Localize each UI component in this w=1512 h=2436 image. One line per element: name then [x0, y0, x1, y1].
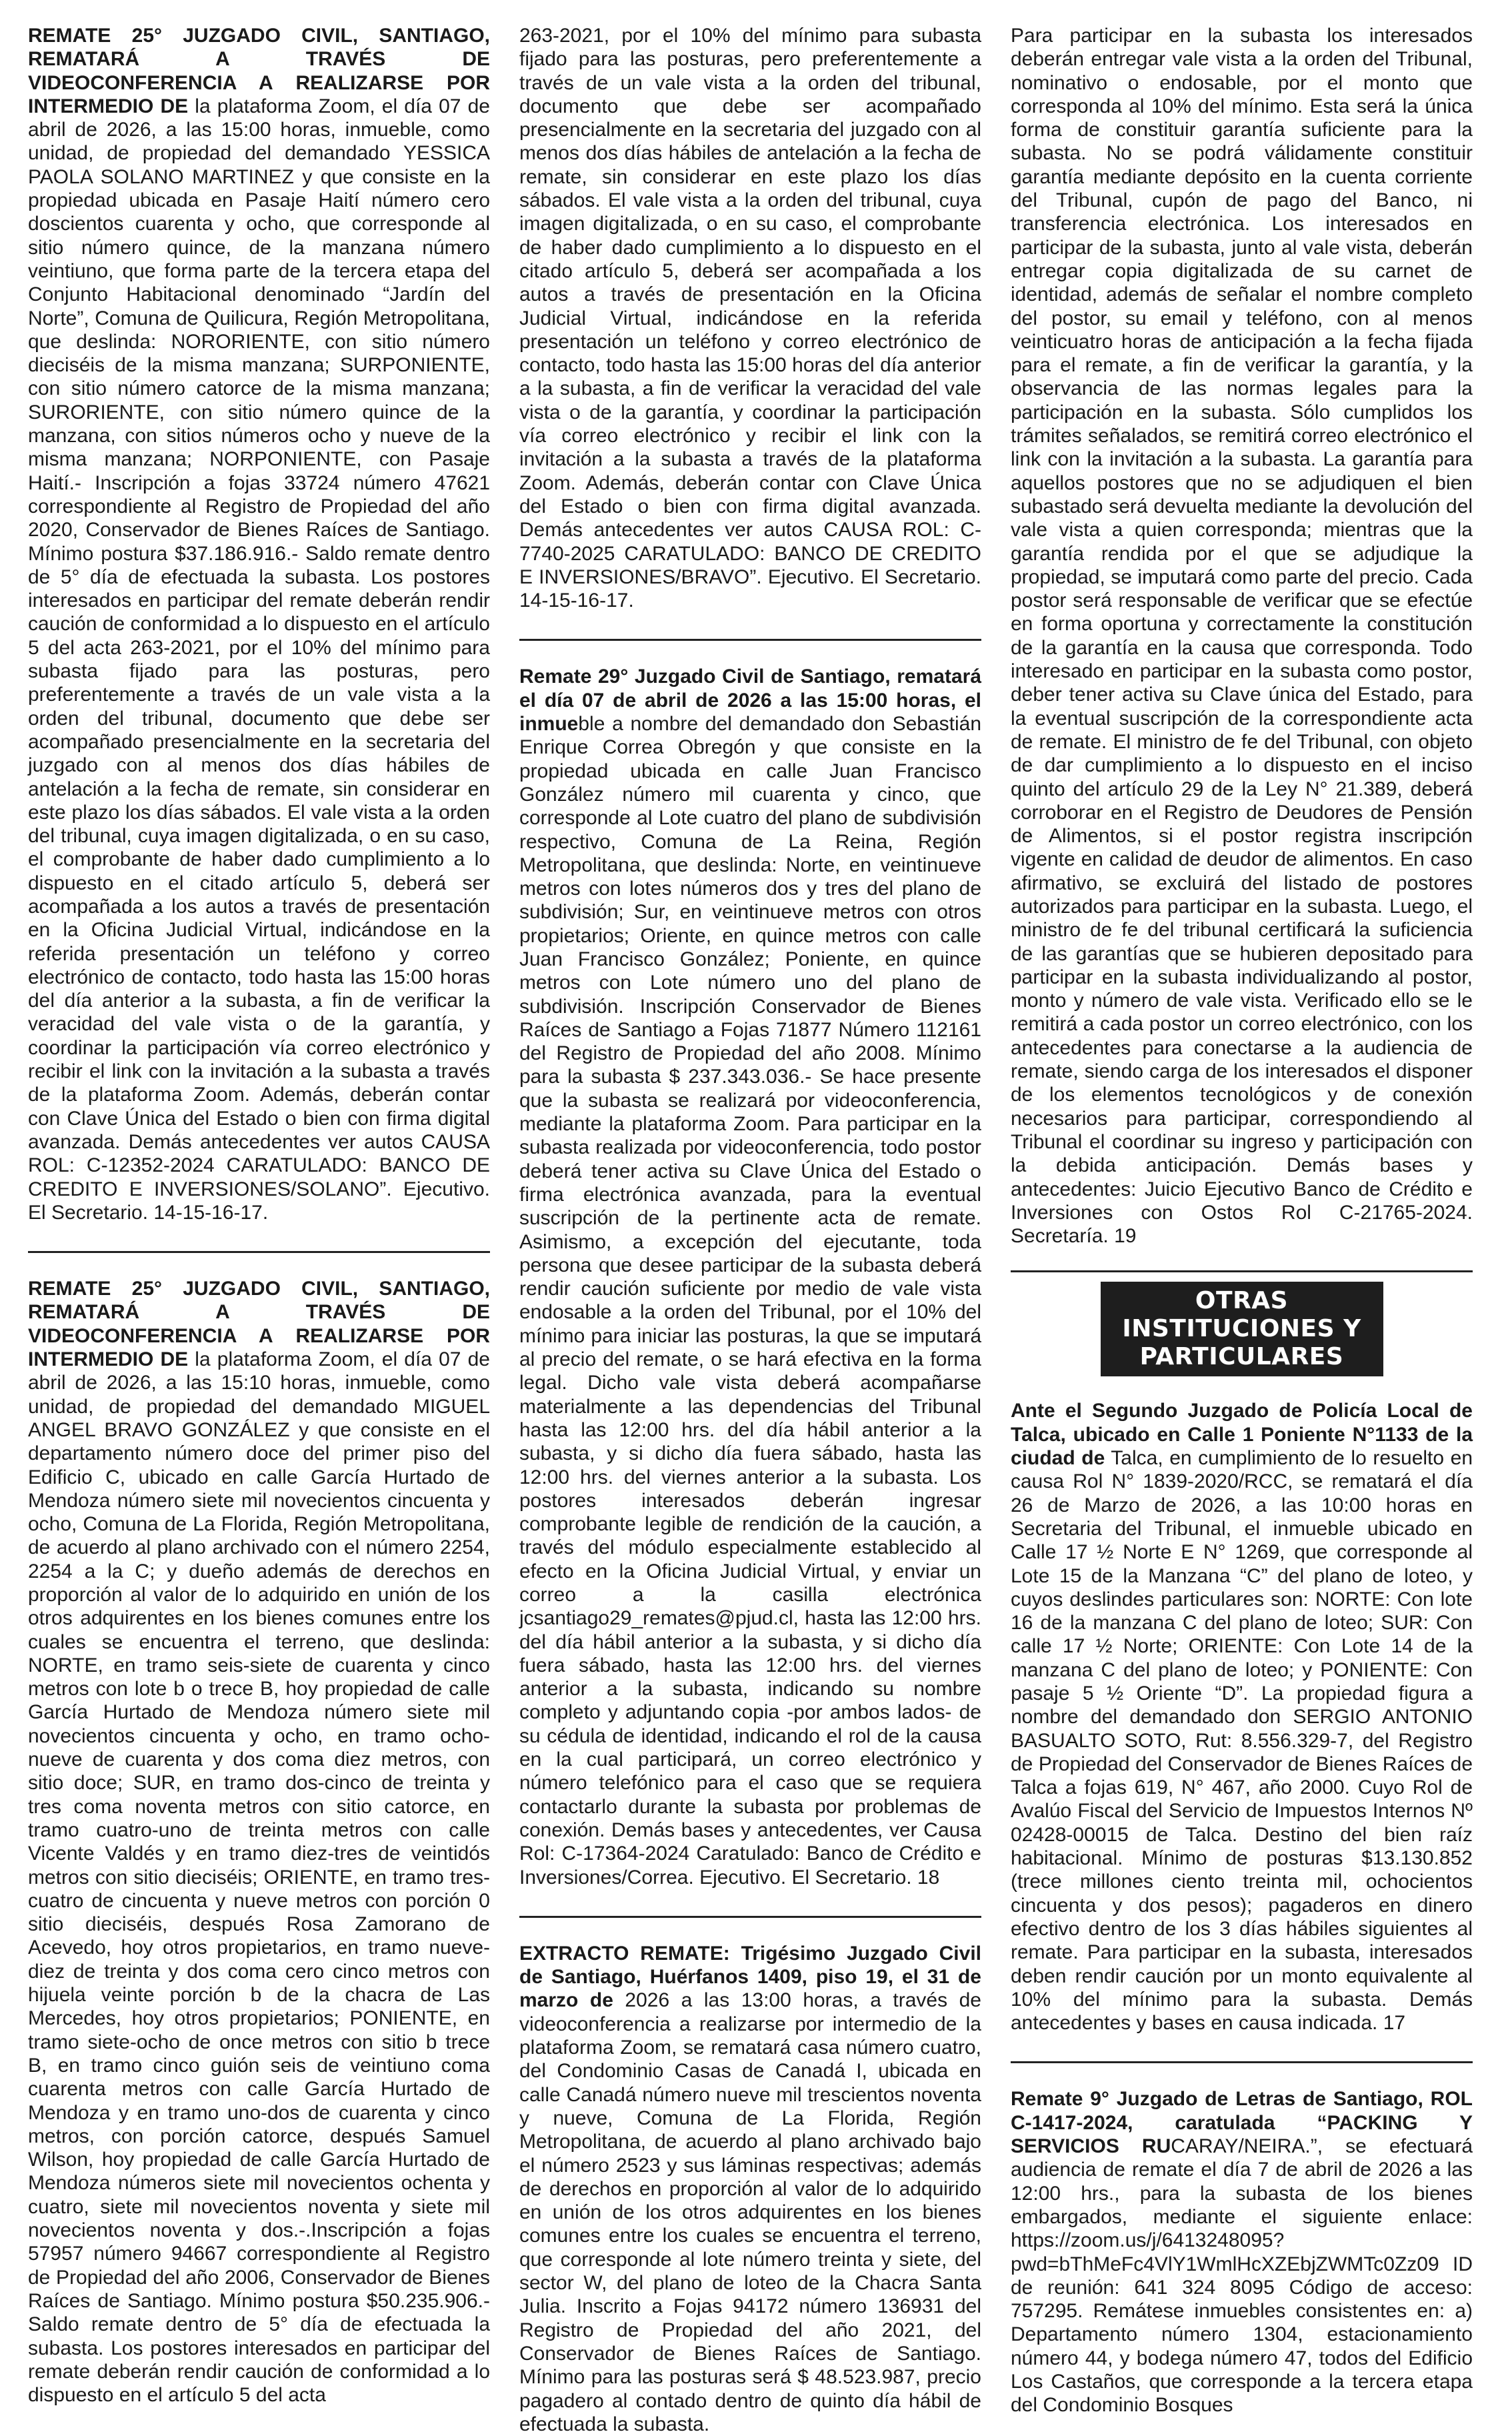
notice-body: Para participar en la subasta los interesados deberán entregar vale vista a la orden del Tribunal, nominativo o endosable, por el monto que corresponda al 10% del mínimo. Esta será la única forma de constituir garantía suficiente para la subasta. No se podrá válidamente constituir garantía mediante depósito en la cuenta corriente del Tribunal, cupón de pago del Banco, ni transferencia electrónica. Los interesados en participar de la subasta, junto al vale vista, deberán entregar copia digitalizada de su carnet de identidad, además de señalar el nombre completo del postor, su email y teléfono, con al menos veinticuatro horas de anticipación a la fecha fijada para el remate, a fin de verificar la garantía, y la observancia de las normas legales para la participación en la subasta. Sólo cumplidos los trámites señalados, se remitirá correo electrónico el link con la invitación a la subasta. La garantía para aquellos postores que no se adjudiquen el bien subastado será devuelta mediante la devolución del vale vista a quien corresponda; mientras que la garantía rendida por el que se adjudique la propiedad, se imputará como parte del precio. Cada postor será responsable de verificar que se efectúe en forma oportuna y correctamente la constitución de la garantía en la causa que corresponda. Todo interesado en participar en la subasta como postor, deber tener activa su Clave única del Estado, para la eventual suscripción de la correspondiente acta de remate. El ministro de fe del Tribunal, con objeto de dar cumplimiento a lo dispuesto en el inciso quinto del artículo 29 de la Ley N° 21.389, deberá corroborar en el Registro de Deudores de Pensión de Alimentos, si el postor registra inscripción vigente en calidad de deudor de alimentos. En caso afirmativo, se excluirá del listado de postores autorizados para participar en la subasta. Luego, el ministro de fe del tribunal certificará la suficiencia de las garantías que se hubieren depositado para participar en la subasta individualizando al postor, monto y número de vale vista. Verificado ello se le remitirá a cada postor un correo electrónico, con los antecedentes para conectarse a la audiencia de remate, siendo carga de los interesados el disponer de los elementos tecnológicos y de conexión necesarios para participar, correspondiendo al Tribunal el coordinar su ingreso y participación con la debida anticipación. Demás bases y antecedentes: Juicio Ejecutivo Banco de Crédito e Inversiones con Ostos Rol C-21765-2024. Secretaría. 19 — [1011, 25, 1473, 1248]
notice-remate-25-bravo — [28, 1251, 490, 2407]
notice-policia-local-talca — [1011, 1399, 1473, 2035]
notice-body: ble a nombre del demandado don Sebastián Enrique Correa Obregón y que consiste en la propiedad ubicada en calle Juan Francisco González número mil cuarenta y cinco, que corresponde al Lote cuatro del plano de subdivisión respectivo, Comuna de La Reina, Región Metropolitana, que deslinda: Norte, en veintinueve metros con lotes números dos y tres del plano de subdivisión; Sur, en veintinueve metros con otros propietarios; Oriente, en quince metros con calle Juan Francisco González; Poniente, en quince metros con Lote número uno del plano de subdivisión. Inscripción Conservador de Bienes Raíces de Santiago a Fojas 71877 Número 112161 del Registro de Propiedad del año 2008. Mínimo para la subasta $ 237.343.036.- Se hace presente que la subasta se realizará por videoconferencia, mediante la plataforma Zoom. Para participar en la subasta realizada por videoconferencia, todo postor deberá tener activa su Clave Única del Estado o firma electrónica avanzada, para la eventual suscripción de la pertinente acta de remate. Asimismo, a excepción del ejecutante, toda persona que desee participar de la subasta deberá rendir caución suficiente por medio de vale vista endosable a la orden del Tribunal, por el 10% del mínimo para iniciar las posturas, la que se imputará al precio del remate, o se hará efectiva en la forma legal. Dicho vale vista deberá acompañarse materialmente a las dependencias del Tribunal hasta las 12:00 hrs. del día hábil anterior a la subasta, y si dicho día fuera sábado, hasta las 12:00 hrs. del viernes anterior a la subasta. Los postores interesados deberán ingresar comprobante legible de rendición de la caución, a través del módulo especialmente establecido al efecto en la Oficina Judicial Virtual, y enviar un correo a la casilla electrónica jcsantiago29_remates@pjud.cl, hasta las 12:00 hrs. del día hábil anterior a la subasta, y si dicho día fuera sábado, hasta las 12:00 hrs. del viernes anterior a la subasta, indicando su nombre completo y adjuntando copia -por ambos lados- de su cédula de identidad, indicando el rol de la causa en la cual participará, un correo electrónico y número telefónico para el caso que se requiera contactarlo durante la subasta por problemas de conexión. Demás bases y antecedentes, ver Causa Rol: C-17364-2024 Caratulado: Banco de Crédito e Inversiones/Correa. Ejecutivo. El Secretario. 18 — [519, 713, 981, 1889]
notice-body: 2026 a las 13:00 horas, a través de videoconferencia a realizarse por intermedio de la plataforma Zoom, se rematará casa número cuatro, del Condominio Casas de Canadá I, ubicada en calle Canadá número nueve mil trescientos noventa y nueve, Comuna de La Florida, Región Metropolitana, de acuerdo al plano archivado bajo el número 2523 y sus láminas respectivas; además de derechos en proporción al valor de lo adquirido en unión de los otros adquirentes en los bienes comunes entre los cuales se encuentra el terreno, que corresponde al lote número treinta y siete, del sector W, del plano de loteo de la Chacra Santa Julia. Inscrito a Fojas 94172 número 136931 del Registro de Propiedad del año 2021, del Conservador de Bienes Raíces de Santiago. Mínimo para las posturas será $ 48.523.987, precio pagadero al contado dentro de quinto día hábil de efectuada la subasta. — [519, 1989, 981, 2435]
notice-body: 263-2021, por el 10% del mínimo para subasta fijado para las posturas, pero preferentemente a través de un vale vista a la orden del tribunal, documento que debe ser acompañado presencialmente en la secretaria del juzgado con al menos dos días hábiles de antelación a la fecha de remate, sin considerar en este plazo los días sábados. El vale vista a la orden del tribunal, cuya imagen digitalizada, o en su caso, el comprobante de haber dado cumplimiento a lo dispuesto en el citado artículo 5, deberá ser acompañada a los autos a través de presentación en la Oficina Judicial Virtual, indicándose en la referida presentación un teléfono y correo electrónico de contacto, todo hasta las 15:00 horas del día anterior a la subasta, a fin de verificar la veracidad del vale vista o de la garantía, y coordinar la participación vía correo electrónico y recibir el link con la invitación a la subasta a través de la plataforma Zoom. Además, deberán contar con Clave Única del Estado o bien con firma digital avanzada. Demás antecedentes ver autos CAUSA ROL: C-7740-2025 CARATULADO: BANCO DE CREDITO E INVERSIONES/BRAVO”. Ejecutivo. El Secretario. 14-15-16-17. — [519, 25, 981, 612]
notice-lead: EXTRACTO REMATE: Trigésimo Juzgado Civil de Santiago, Huérfanos 1409, piso 19, el 31 de marzo de — [519, 1942, 981, 2012]
notice-lead: Ante el Segundo Juzgado de Policía Local de Talca, ubicado en Calle 1 Poniente N°1133 de la ciudad de — [1011, 1400, 1473, 1470]
column-3 — [1011, 24, 1473, 2417]
notice-body: la plataforma Zoom, el día 07 de abril de 2026, a las 15:10 horas, inmueble, como unidad, de propiedad del demandado MIGUEL ANGEL BRAVO GONZÁLEZ y que consiste en el departamento número doce del primer piso del Edificio C, ubicado en calle García Hurtado de Mendoza número siete mil novecientos cincuenta y ocho, Comuna de La Florida, Región Metropolitana, de acuerdo al plano archivado con el número 2254, 2254 a la C; y dueño además de derechos en proporción al valor de lo adquirido en unión de los otros adquirentes en los bienes comunes entre los cuales se encuentra el terreno, que deslinda: NORTE, en tramo seis-siete de cuarenta y cinco metros con lote b o trece B, hoy propiedad de calle García Hurtado de Mendoza número siete mil novecientos cincuenta y ocho, en tramo ocho-nueve de cuarenta y dos coma diez metros, con sitio doce; SUR, en tramo dos-cinco de treinta y tres coma noventa metros con sitio catorce, en tramo cuatro-uno de treinta metros con calle Vicente Valdés y en tramo diez-tres de veintidós metros con sitio dieciséis; ORIENTE, en tramo tres-cuatro de cincuenta y nueve metros con porción 0 sitio dieciséis, después Rosa Zamorano de Acevedo, hoy otros propietarios, en tramo nueve-diez de treinta y dos coma cero cinco metros con hijuela veinte porción b de la chacra de Las Mercedes, hoy otros propietarios; PONIENTE, en tramo siete-ocho de once metros con sitio b trece B, en tramo cinco guión seis de veintiuno coma cuarenta metros con calle García Hurtado de Mendoza y en tramo uno-dos de cuarenta y cinco metros, con porción catorce, después Samuel Wilson, hoy propiedad de calle García Hurtado de Mendoza números siete mil novecientos ochenta y cuatro, siete mil novecientos noventa y siete mil novecientos noventa y dos.-.Inscripción a fojas 57957 número 94667 correspondiente al Registro de Propiedad del año 2006, Conservador de Bienes Raíces de Santiago. Mínimo postura $50.235.906.- Saldo remate dentro de 5° día de efectuada la subasta. Los postores interesados en participar del remate deberán rendir caución de conformidad a lo dispuesto en el artículo 5 del acta — [28, 1348, 490, 2407]
notice-extracto-remate-30 — [519, 1916, 981, 2436]
notice-lead: Remate 9° Juzgado de Letras de Santiago, ROL C-1417-2024, caratulada “PACKING Y SERVICIOS RU — [1011, 2088, 1473, 2158]
notice-body: la plataforma Zoom, el día 07 de abril de 2026, a las 15:00 horas, inmueble, como unidad, de propiedad del demandado YESSICA PAOLA SOLANO MARTINEZ y que consiste en la propiedad ubicada en Pasaje Haití número cero doscientos cuarenta y ocho, que corresponde al sitio número quince, de la manzana número veintiuno, que forma parte de la tercera etapa del Conjunto Habitacional denominado “Jardín del Norte”, Comuna de Quilicura, Región Metropolitana, que deslinda: NORORIENTE, con sitio número dieciséis de la misma manzana; SURPONIENTE, con sitio número catorce de la misma manzana; SURORIENTE, con sitio número quince de la manzana, con sitios números ocho y nueve de la misma manzana; NORPONIENTE, con Pasaje Haití.- Inscripción a fojas 33724 número 47621 correspondiente al Registro de Propiedad del año 2020, Conservador de Bienes Raíces de Santiago. Mínimo postura $37.186.916.- Saldo remate dentro de 5° día de efectuada la subasta. Los postores interesados en participar del remate deberán rendir caución de conformidad a lo dispuesto en el artículo 5 del acta 263-2021, por el 10% del mínimo para subasta fijado para las posturas, pero preferentemente a través de un vale vista a la orden del tribunal, documento que debe ser acompañado presencialmente en la secretaria del juzgado con al menos dos días hábiles de antelación a la fecha de remate, sin considerar en este plazo los días sábados. El vale vista a la orden del tribunal, cuya imagen digitalizada, o en su caso, el comprobante de haber dado cumplimiento a lo dispuesto en el citado artículo 5, deberá ser acompañada a los autos a través de presentación en la Oficina Judicial Virtual, indicándose en la referida presentación un teléfono y correo electrónico de contacto, todo hasta las 15:00 horas del día anterior a la subasta, a fin de verificar la veracidad del vale vista o de la garantía, y coordinar la participación vía correo electrónico y recibir el link con la invitación a la subasta a través de la plataforma Zoom. Además, deberán contar con Clave Única del Estado o bien con firma digital avanzada. Demás antecedentes ver autos CAUSA ROL: C-12352-2024 CARATULADO: BANCO DE CREDITO E INVERSIONES/SOLANO”. Ejecutivo. El Secretario. 14-15-16-17. — [28, 95, 490, 1224]
notice-remate-29-correa — [519, 639, 981, 1889]
notice-body: Talca, en cumplimiento de lo resuelto en causa Rol N° 1839-2020/RCC, se rematará el día 26 de Marzo de 2026, a las 10:00 horas en Secretaria del Tribunal, el inmueble ubicado en Calle 17 ½ Norte E N° 1269, que corresponde al Lote 15 de la Manzana “C” del plano de loteo, y cuyos deslindes particulares son: NORTE: Con lote 16 de la manzana C del plano de loteo; SUR: Con calle 17 ½ Norte; ORIENTE: Con Lote 14 de la manzana C del plano de loteo; y PONIENTE: Con pasaje 5 ½ Oriente “D”. La propiedad figura a nombre del demandado don SERGIO ANTONIO BASUALTO SOTO, Rut: 8.556.329-7, del Registro de Propiedad del Conservador de Bienes Raíces de Talca a fojas 619, N° 467, año 2000. Cuyo Rol de Avalúo Fiscal del Servicio de Impuestos Internos Nº 02428-00015 de Talca. Destino del bien raíz habitacional. Mínimo de posturas $13.130.852 (trece millones ciento treinta mil, ochocientos cincuenta y dos pesos); pagaderos en dinero efectivo dentro de los 3 días hábiles siguientes al remate. Para participar en la subasta, interesados deben rendir caución por un monto equivalente al 10% del mínimo para la subasta. Demás antecedentes y bases en causa indicada. 17 — [1011, 1447, 1473, 2035]
notice-lead: Remate 29° Juzgado Civil de Santiago, rematará el día 07 de abril de 2026 a las 15:00 horas, el inmue — [519, 666, 981, 736]
notice-ostos-continued — [1011, 24, 1473, 1248]
column-1 — [28, 24, 490, 2407]
notice-remate-25-solano — [28, 24, 490, 1224]
notice-lead: REMATE 25° JUZGADO CIVIL, SANTIAGO, REMATARÁ A TRAVÉS DE VIDEOCONFERENCIA A REALIZARSE POR INTERMEDIO DE — [28, 25, 490, 117]
notice-body: CARAY/NEIRA.”, se efectuará audiencia de remate el día 7 de abril de 2026 a las 12:00 hrs., para la subasta de los bienes embargados, mediante el siguiente enlace: https://zoom.us/j/6413248095?pwd=bThMeFc4VlY1WmlHcXZEbjZWMTc0Zz09 ID de reunión: 641 324 8095 Código de acceso: 757295. Remátese inmuebles consistentes en: a) Departamento número 1304, estacionamiento número 44, y bodega número 47, todos del Edificio Los Castaños, que corresponde a la tercera etapa del Condominio Bosques — [1011, 2135, 1473, 2417]
section-banner — [1011, 1270, 1473, 1376]
section-banner-title: OTRAS INSTITUCIONES Y PARTICULARES — [1101, 1282, 1383, 1376]
notice-remate-9-letras — [1011, 2061, 1473, 2417]
notice-lead: REMATE 25° JUZGADO CIVIL, SANTIAGO, REMATARÁ A TRAVÉS DE VIDEOCONFERENCIA A REALIZARSE POR INTERMEDIO DE — [28, 1278, 490, 1371]
column-2 — [519, 24, 981, 2435]
notice-remate-25-bravo-continued — [519, 24, 981, 612]
